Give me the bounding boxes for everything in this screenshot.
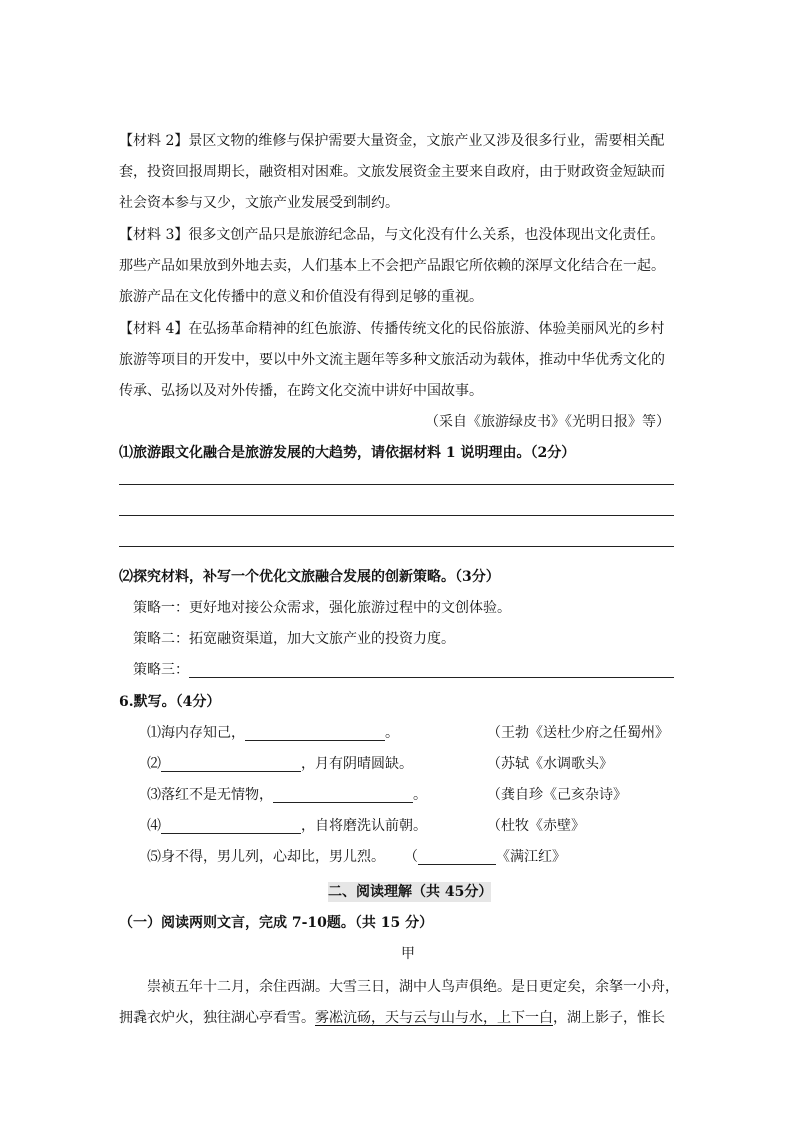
dictation-3-blank[interactable] [273, 786, 413, 803]
dictation-item-3 [147, 785, 427, 805]
passage-line-2-start: 拥毳衣炉火，独往湖心亭看雪。 [119, 1010, 315, 1026]
section-2-title: 二、阅读理解（共 45分） [328, 884, 493, 900]
strategy-3 [133, 660, 674, 680]
passage-line-1: 崇祯五年十二月，余住西湖。大雪三日，湖中人鸟声俱绝。是日更定矣，余拏一小舟， [147, 979, 679, 995]
dictation-4-text: ⑷ [147, 818, 161, 834]
dictation-4-source: （杜牧《赤壁》 [487, 818, 585, 834]
dictation-item-2 [147, 754, 413, 774]
dictation-3-text: ⑶落红不是无情物， [147, 787, 273, 803]
material2-line1: 【材料 2】景区文物的维修与保护需要大量资金，文旅产业又涉及很多行业，需要相关配 [119, 133, 665, 149]
dictation-2-end: ，月有阴晴圆缺。 [301, 756, 413, 772]
dictation-5-text: ⑸身不得，男儿列，心却比，男儿烈。 [147, 849, 385, 865]
passage-jia-label: 甲 [401, 946, 415, 962]
dictation-1-blank[interactable] [245, 724, 385, 741]
answer-line-3[interactable] [119, 546, 674, 547]
strategy-3-blank[interactable] [189, 661, 674, 678]
dictation-item-5 [147, 847, 385, 867]
material3-line2: 那些产品如果放到外地去卖，人们基本上不会把产品跟它所依赖的深厚文化结合在一起。 [119, 258, 665, 274]
subsection-1-title: （一）阅读两则文言，完成 7-10题。（共 15 分） [119, 915, 434, 931]
dictation-5-source-title: 《满江红》 [496, 849, 566, 865]
dictation-1-text: ⑴海内存知己， [147, 725, 245, 741]
passage-underlined-phrase: 雾凇沆砀，天与云与山与水，上下一白 [315, 1010, 553, 1026]
dictation-item-1 [147, 723, 399, 743]
question-2: ⑵探究材料，补写一个优化文旅融合发展的创新策略。（3分） [119, 569, 500, 585]
material4-line2: 旅游等项目的开发中，要以中外文流主题年等多种文旅活动为载体，推动中华优秀文化的 [119, 352, 665, 368]
dictation-2-blank[interactable] [161, 755, 301, 772]
dictation-item-4 [147, 816, 427, 836]
passage-line-2 [119, 1008, 665, 1028]
dictation-1-end: 。 [385, 725, 399, 741]
material3-line1: 【材料 3】很多文创产品只是旅游纪念品，与文化没有什么关系，也没体现出文化责任。 [119, 227, 665, 243]
dictation-3-source: （龚自珍《己亥杂诗》 [487, 787, 627, 803]
question-1: ⑴旅游跟文化融合是旅游发展的大趋势，请依据材料 1 说明理由。（2分） [119, 445, 576, 461]
source-citation: （采自《旅游绿皮书》《光明日报》等） [425, 414, 670, 430]
dictation-5-blank[interactable] [418, 848, 496, 865]
answer-line-2[interactable] [119, 515, 674, 516]
question-6-title: 6.默写。（4分） [119, 694, 221, 710]
strategy-3-label: 策略三： [133, 662, 189, 678]
dictation-3-end: 。 [413, 787, 427, 803]
material2-line2: 套，投资回报周期长，融资相对困难。文旅发展资金主要来自政府，由于财政资金短缺而 [119, 164, 665, 180]
dictation-2-text: ⑵ [147, 756, 161, 772]
material4-line1: 【材料 4】在弘扬革命精神的红色旅游、传播传统文化的民俗旅游、体验美丽风光的乡村 [119, 321, 665, 337]
dictation-2-source: （苏轼《水调歌头》 [487, 756, 613, 772]
answer-line-1[interactable] [119, 484, 674, 485]
dictation-1-source: （王勃《送杜少府之任蜀州》 [487, 725, 669, 741]
material2-line3: 社会资本参与又少，文旅产业发展受到制约。 [119, 195, 399, 211]
dictation-5-source [404, 847, 566, 867]
strategy-1: 策略一：更好地对接公众需求，强化旅游过程中的文创体验。 [133, 600, 511, 616]
dictation-4-blank[interactable] [161, 817, 301, 834]
material4-line3: 传承、弘扬以及对外传播，在跨文化交流中讲好中国故事。 [119, 383, 483, 399]
dictation-4-end: ，自将磨洗认前朝。 [301, 818, 427, 834]
dictation-5-source-open: （ [404, 849, 418, 865]
strategy-2: 策略二：拓宽融资渠道，加大文旅产业的投资力度。 [133, 631, 455, 647]
passage-line-2-end: ，湖上影子，惟长 [553, 1010, 665, 1026]
material3-line3: 旅游产品在文化传播中的意义和价值没有得到足够的重视。 [119, 289, 483, 305]
